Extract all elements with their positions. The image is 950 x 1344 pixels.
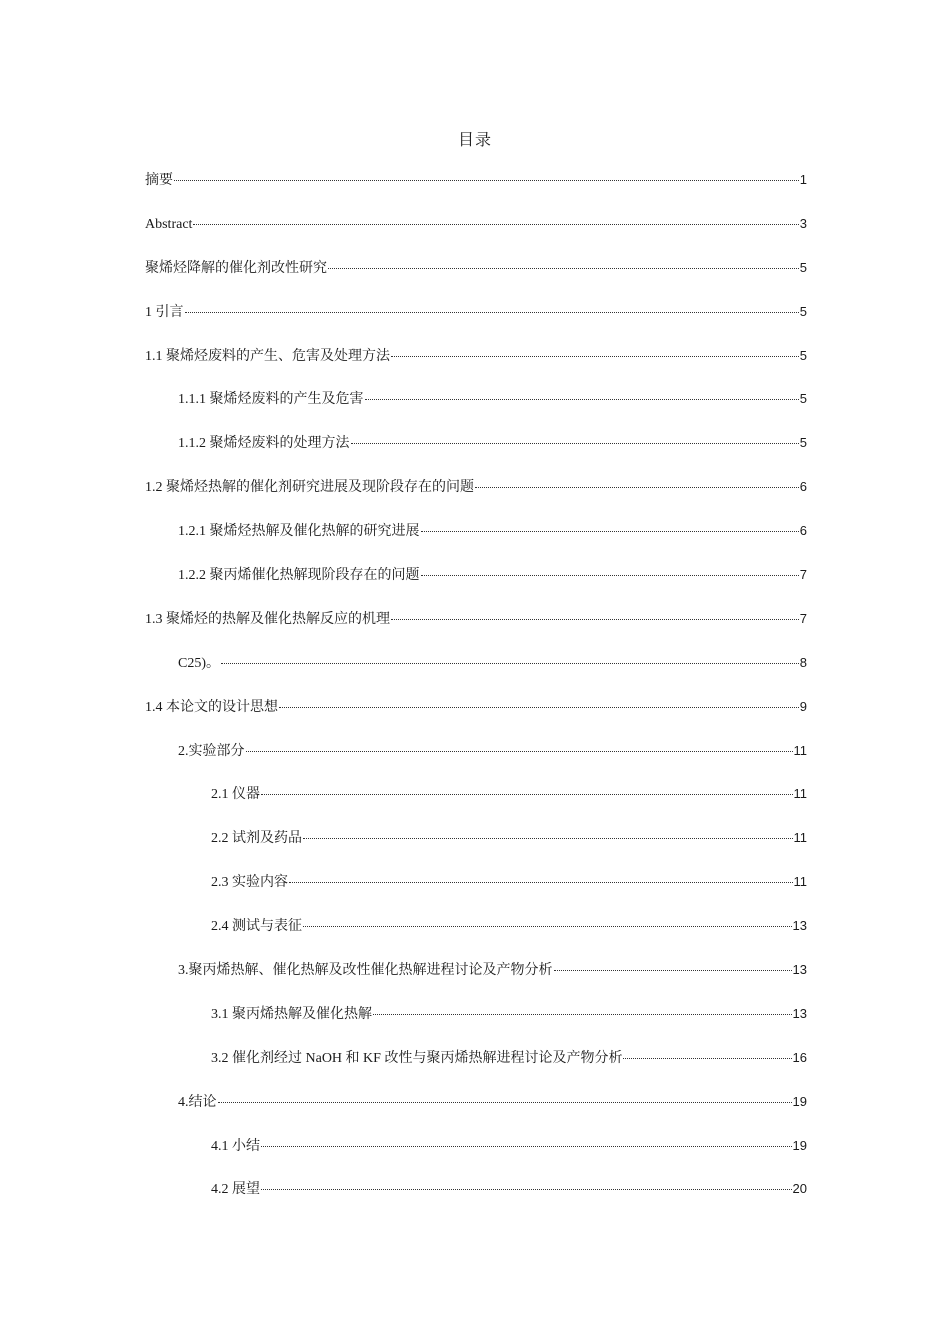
toc-entry-page: 1 xyxy=(799,172,807,187)
toc-entry-page: 7 xyxy=(799,567,807,583)
toc-entry-text: 摘要 xyxy=(145,173,173,188)
toc-entry[interactable] xyxy=(145,565,807,609)
toc-leader xyxy=(261,1146,792,1147)
toc-title: 目录 xyxy=(457,132,492,149)
toc-entry[interactable] xyxy=(145,433,807,477)
toc-entry-text: 1.1.2 聚烯烃废料的处理方法 xyxy=(178,436,350,452)
toc-leader xyxy=(303,926,792,927)
toc-entry-text: 2.3 实验内容 xyxy=(211,875,288,891)
toc-leader xyxy=(365,399,799,400)
toc-entry-page: 6 xyxy=(799,479,807,495)
toc-entry-page: 5 xyxy=(799,435,807,451)
toc-leader xyxy=(174,180,799,181)
toc-entry[interactable] xyxy=(145,916,807,960)
toc-entry[interactable] xyxy=(145,521,807,565)
toc-entry-text: 1.3 聚烯烃的热解及催化热解反应的机理 xyxy=(145,611,390,627)
toc-entry[interactable] xyxy=(145,477,807,521)
toc-entry-text: 1.4 本论文的设计思想 xyxy=(145,699,278,715)
toc-entry-page: 6 xyxy=(799,523,807,539)
toc-entry-text: 4.2 展望 xyxy=(211,1182,260,1198)
toc-leader xyxy=(421,575,799,576)
toc-entry-page: 20 xyxy=(792,1181,807,1197)
toc-entry-text: 2.4 测试与表征 xyxy=(211,919,302,935)
toc-entry-text: 1.2 聚烯烃热解的催化剂研究进展及现阶段存在的问题 xyxy=(145,480,474,496)
toc-entry[interactable] xyxy=(145,1136,807,1180)
toc-entry-text: 1.1.1 聚烯烃废料的产生及危害 xyxy=(178,392,364,408)
toc-leader xyxy=(221,663,799,664)
toc-leader xyxy=(391,619,799,620)
toc-entry[interactable] xyxy=(145,828,807,872)
toc-leader xyxy=(351,443,799,444)
toc-entry-text: 3.1 聚丙烯热解及催化热解 xyxy=(211,1006,372,1022)
toc-leader xyxy=(261,794,793,795)
toc-entry[interactable] xyxy=(145,609,807,653)
toc-entry-text: 4.结论 xyxy=(178,1094,217,1110)
toc-leader xyxy=(623,1058,791,1059)
toc-entry[interactable] xyxy=(145,258,807,302)
toc-entry-page: 5 xyxy=(799,303,807,319)
toc-entry-text: 1.2.2 聚丙烯催化热解现阶段存在的问题 xyxy=(178,568,420,584)
toc-entry-text: 1.1 聚烯烃废料的产生、危害及处理方法 xyxy=(145,348,390,364)
toc-entry[interactable] xyxy=(145,1048,807,1092)
toc-entry-page: 9 xyxy=(799,698,807,714)
toc-entry[interactable] xyxy=(145,872,807,916)
toc-entry-page: 5 xyxy=(799,347,807,363)
toc-leader xyxy=(185,312,799,313)
toc-entry-page: 5 xyxy=(799,391,807,407)
toc-entry-page: 11 xyxy=(793,830,807,846)
toc-entry-text: Abstract xyxy=(145,216,193,232)
toc-entry[interactable] xyxy=(145,697,807,741)
toc-list xyxy=(145,170,807,1223)
toc-entry[interactable] xyxy=(145,653,807,697)
toc-entry-text: 3.聚丙烯热解、催化热解及改性催化热解进程讨论及产物分析 xyxy=(178,963,553,979)
toc-leader xyxy=(246,751,793,752)
toc-leader xyxy=(554,970,792,971)
toc-entry-page: 16 xyxy=(792,1049,807,1065)
toc-entry-page: 11 xyxy=(793,742,807,758)
toc-leader xyxy=(421,531,799,532)
toc-leader xyxy=(391,356,799,357)
toc-leader xyxy=(303,838,793,839)
toc-leader xyxy=(328,268,799,269)
toc-entry[interactable] xyxy=(145,302,807,346)
toc-leader xyxy=(261,1189,792,1190)
toc-entry[interactable] xyxy=(145,960,807,1004)
toc-leader xyxy=(373,1014,792,1015)
toc-entry-text: 2.1 仪器 xyxy=(211,787,260,803)
toc-leader xyxy=(289,882,793,883)
toc-entry-text: 1 引言 xyxy=(145,304,184,320)
toc-entry-page: 19 xyxy=(792,1137,807,1153)
toc-entry-page: 13 xyxy=(792,1005,807,1021)
toc-entry-page: 8 xyxy=(799,654,807,670)
toc-entry-text: 2.实验部分 xyxy=(178,743,245,759)
toc-leader xyxy=(193,224,798,225)
toc-entry-page: 13 xyxy=(792,918,807,934)
toc-entry-text: 3.2 催化剂经过 NaOH 和 KF 改性与聚丙烯热解进程讨论及产物分析 xyxy=(211,1050,623,1066)
toc-entry[interactable] xyxy=(145,1004,807,1048)
toc-leader xyxy=(218,1102,792,1103)
toc-entry[interactable] xyxy=(145,784,807,828)
toc-entry-page: 3 xyxy=(799,215,807,231)
toc-leader xyxy=(279,707,799,708)
toc-entry[interactable] xyxy=(145,389,807,433)
toc-leader xyxy=(475,487,799,488)
toc-entry[interactable] xyxy=(145,1092,807,1136)
toc-entry-page: 19 xyxy=(792,1093,807,1109)
toc-entry-text: 4.1 小结 xyxy=(211,1138,260,1154)
toc-entry[interactable] xyxy=(145,346,807,390)
toc-entry-text: C25)。 xyxy=(178,655,220,671)
toc-entry[interactable] xyxy=(145,1179,807,1223)
toc-entry-text: 1.2.1 聚烯烃热解及催化热解的研究进展 xyxy=(178,524,420,540)
toc-entry-text: 2.2 试剂及药品 xyxy=(211,831,302,847)
toc-entry-page: 5 xyxy=(799,259,807,275)
toc-entry-page: 11 xyxy=(793,786,807,802)
toc-entry[interactable] xyxy=(145,741,807,785)
toc-entry-text: 聚烯烃降解的催化剂改性研究 xyxy=(145,260,327,276)
toc-entry-page: 7 xyxy=(799,610,807,626)
toc-entry-page: 13 xyxy=(792,962,807,978)
toc-entry[interactable] xyxy=(145,214,807,258)
toc-entry[interactable] xyxy=(145,170,807,214)
toc-entry-page: 11 xyxy=(793,874,807,890)
